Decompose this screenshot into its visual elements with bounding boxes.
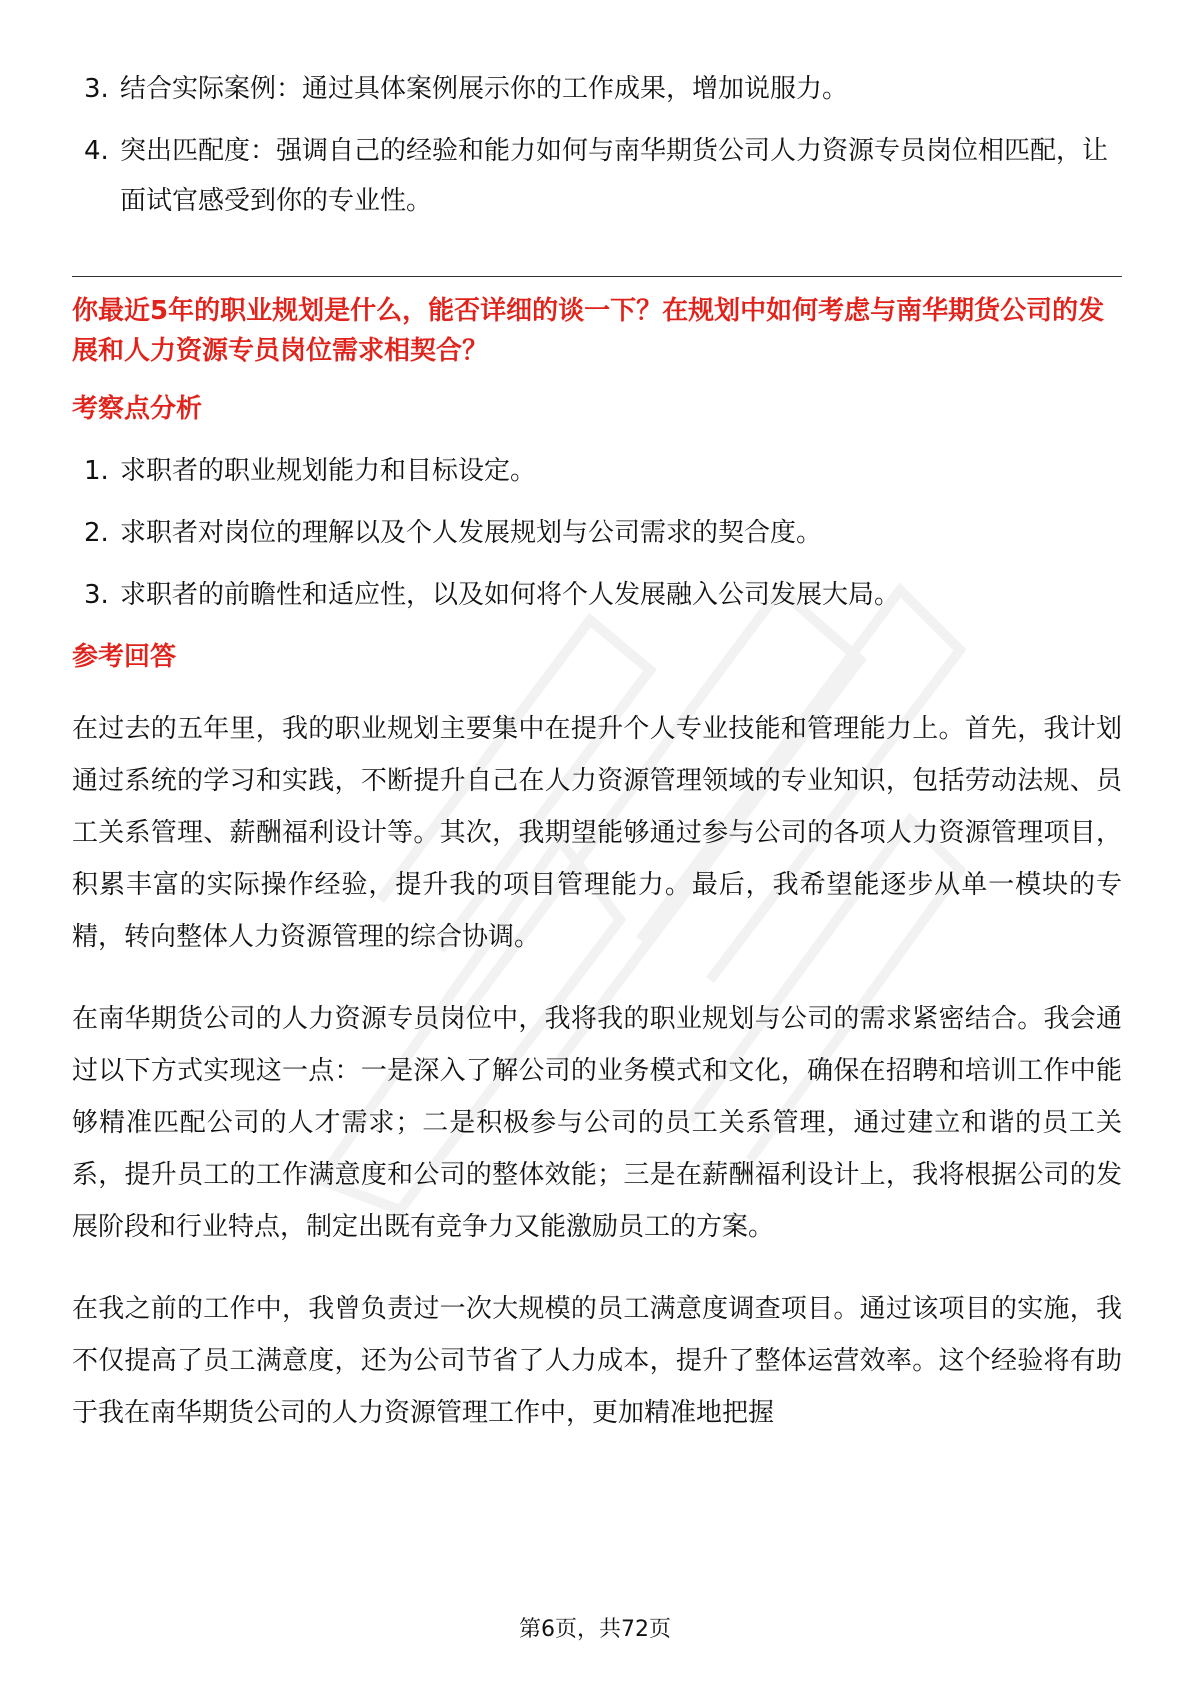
answer-paragraph: 在我之前的工作中，我曾负责过一次大规模的员工满意度调查项目。通过该项目的实施，我不仅提高了员工满意度，还为公司节省了人力成本，提升了整体运营效率。这个经验将有助于我在南华期货公司的人力资源管理工作中，更加精准地把握 xyxy=(72,1294,1122,1428)
list-text: 结合实际案例：通过具体案例展示你的工作成果，增加说服力。 xyxy=(120,74,849,104)
list-item xyxy=(72,575,1122,615)
document-content xyxy=(72,64,1122,1469)
answer-paragraph: 在南华期货公司的人力资源专员岗位中，我将我的职业规划与公司的需求紧密结合。我会通过以下方式实现这一点：一是深入了解公司的业务模式和文化，确保在招聘和培训工作中能够精准匹配公司的人才需求；二是积极参与公司的员工关系管理，通过建立和谐的员工关系，提升员工的工作满意度和公司的整体效能；三是在薪酬福利设计上，我将根据公司的发展阶段和行业特点，制定出既有竞争力又能激励员工的方案。 xyxy=(72,1004,1122,1242)
analysis-title: 考察点分析 xyxy=(72,394,203,424)
answer-paragraph: 在过去的五年里，我的职业规划主要集中在提升个人专业技能和管理能力上。首先，我计划通过系统的学习和实践，不断提升自己在人力资源管理领域的专业知识，包括劳动法规、员工关系管理、薪酬福利设计等。其次，我期望能够通过参与公司的各项人力资源管理项目，积累丰富的实际操作经验，提升我的项目管理能力。最后，我希望能逐步从单一模块的专精，转向整体人力资源管理的综合协调。 xyxy=(72,714,1122,952)
tips-list xyxy=(72,64,1122,226)
list-number: 4. xyxy=(84,136,109,166)
answer-title: 参考回答 xyxy=(72,642,177,672)
list-number: 2. xyxy=(84,518,109,548)
list-number: 3. xyxy=(84,580,109,610)
list-number: 3. xyxy=(84,74,109,104)
list-text: 求职者对岗位的理解以及个人发展规划与公司需求的契合度。 xyxy=(120,518,823,548)
section-divider xyxy=(72,276,1122,277)
list-text: 求职者的前瞻性和适应性，以及如何将个人发展融入公司发展大局。 xyxy=(120,580,901,610)
list-item xyxy=(72,513,1122,553)
list-number: 1. xyxy=(84,456,109,486)
question-heading: 你最近5年的职业规划是什么，能否详细的谈一下？在规划中如何考虑与南华期货公司的发展和人力资源专员岗位需求相契合？ xyxy=(72,296,1105,366)
list-item xyxy=(72,64,1122,114)
page-footer: 第6页，共72页 xyxy=(519,1617,671,1642)
list-text: 求职者的职业规划能力和目标设定。 xyxy=(120,456,537,486)
list-item xyxy=(72,126,1122,226)
list-text: 突出匹配度：强调自己的经验和能力如何与南华期货公司人力资源专员岗位相匹配，让面试官感受到你的专业性。 xyxy=(120,136,1109,216)
analysis-list xyxy=(72,451,1122,615)
list-item xyxy=(72,451,1122,491)
